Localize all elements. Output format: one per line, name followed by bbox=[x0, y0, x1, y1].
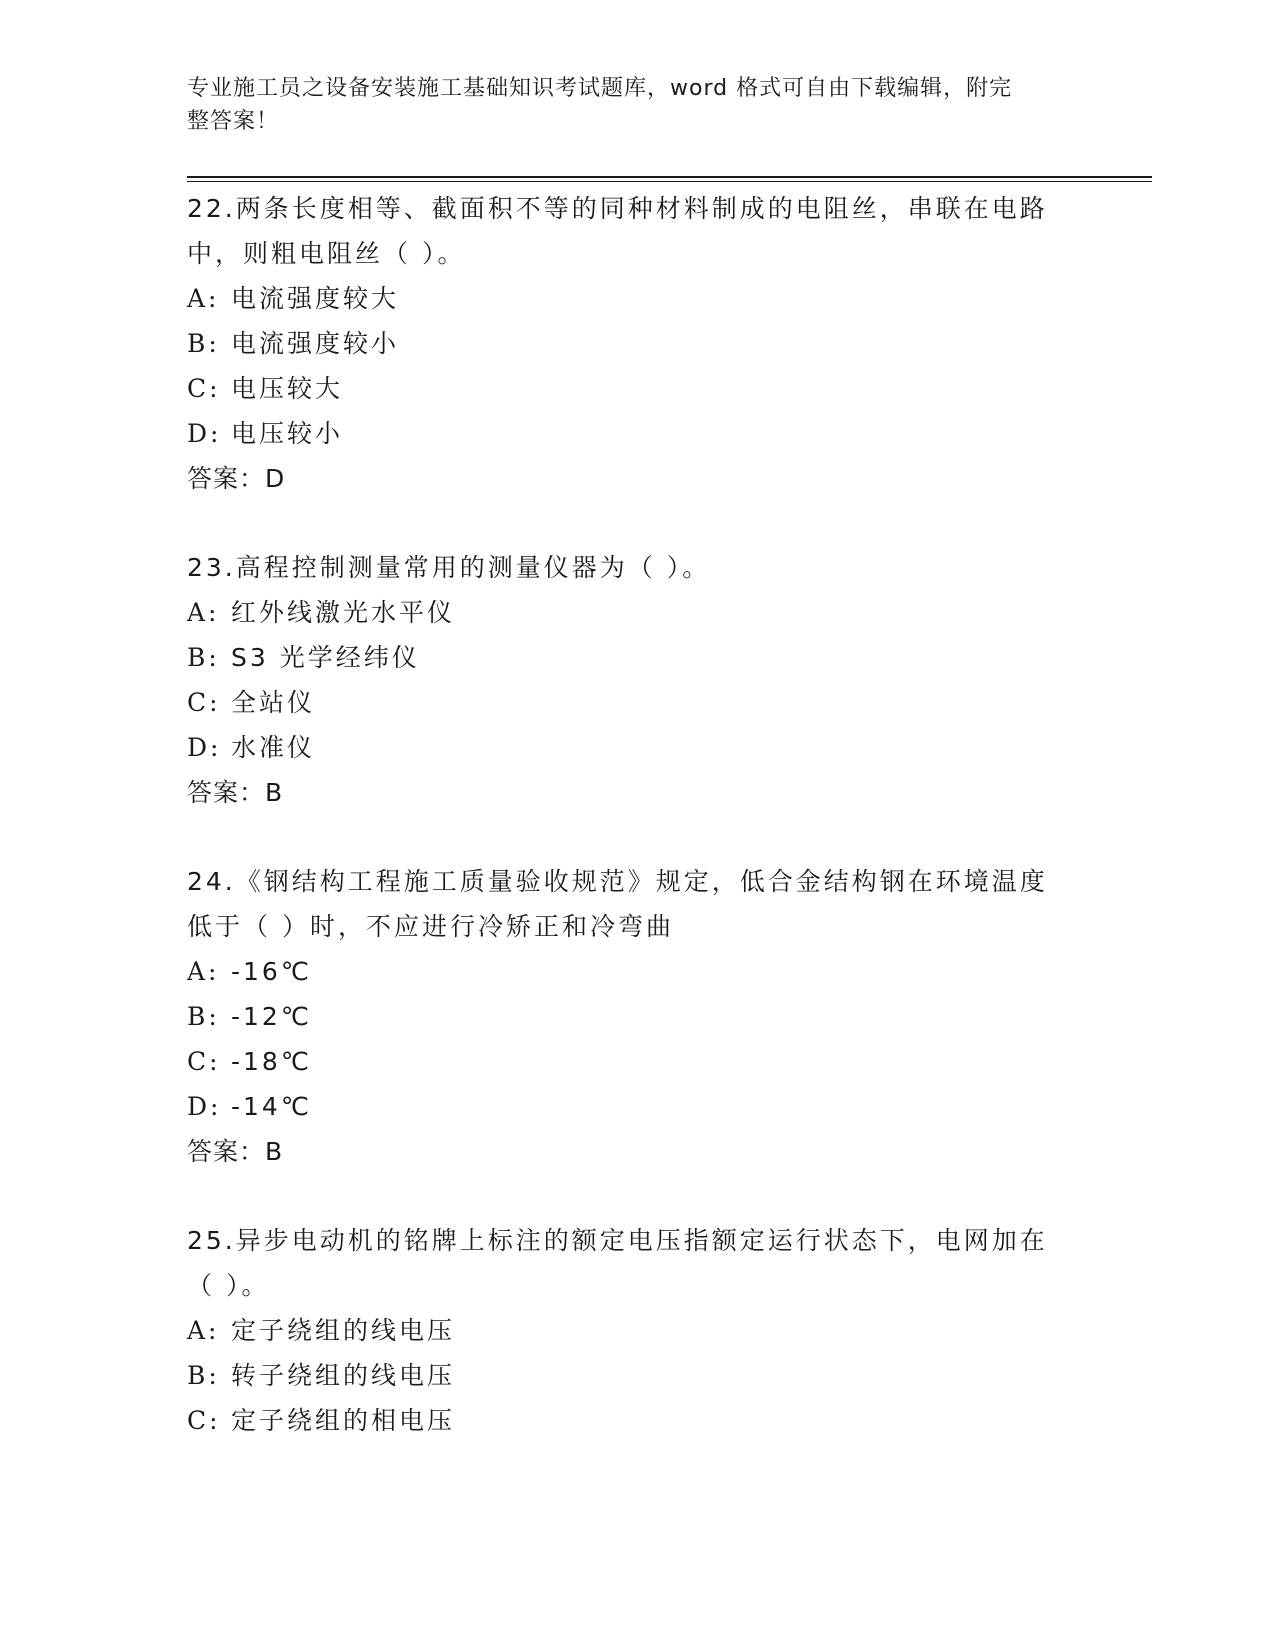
option-text: 电压较大 bbox=[231, 374, 344, 403]
option-text: 定子绕组的线电压 bbox=[231, 1316, 456, 1345]
option-text: 水准仪 bbox=[231, 733, 316, 762]
option-text: -12℃ bbox=[231, 1002, 312, 1031]
question-stem-continued: 中，则粗电阻丝（ ）。 bbox=[187, 239, 466, 268]
option-c bbox=[187, 680, 1087, 725]
option-key: D: bbox=[187, 1092, 222, 1121]
option-text: 红外线激光水平仪 bbox=[231, 598, 456, 627]
option-key: B: bbox=[187, 1002, 220, 1031]
option-text: -14℃ bbox=[231, 1092, 312, 1121]
option-key: B: bbox=[187, 643, 220, 672]
question-stem: 25.异步电动机的铭牌上标注的额定电压指额定运行状态下，电网加在 bbox=[187, 1226, 1048, 1255]
question-24 bbox=[187, 859, 1087, 1174]
option-a bbox=[187, 1308, 1087, 1353]
option-text: 电流强度较大 bbox=[231, 284, 400, 313]
option-c bbox=[187, 1398, 1087, 1443]
option-text: S3 光学经纬仪 bbox=[231, 643, 420, 672]
header-line-2: 整答案！ bbox=[187, 109, 280, 134]
option-key: A: bbox=[187, 1316, 220, 1345]
option-key: C: bbox=[187, 688, 221, 717]
option-key: B: bbox=[187, 1361, 220, 1390]
option-c bbox=[187, 366, 1087, 411]
option-d bbox=[187, 1084, 1087, 1129]
answer-line: 答案：B bbox=[187, 1137, 284, 1166]
question-22 bbox=[187, 186, 1087, 501]
question-23 bbox=[187, 545, 1087, 815]
option-key: D: bbox=[187, 419, 222, 448]
option-key: C: bbox=[187, 374, 221, 403]
option-text: -16℃ bbox=[231, 957, 312, 986]
option-b bbox=[187, 994, 1087, 1039]
option-key: D: bbox=[187, 733, 222, 762]
question-25 bbox=[187, 1218, 1087, 1443]
header-divider-thick bbox=[187, 176, 1152, 178]
option-text: 全站仪 bbox=[231, 688, 316, 717]
option-a bbox=[187, 949, 1087, 994]
option-a bbox=[187, 590, 1087, 635]
option-text: 电流强度较小 bbox=[231, 329, 400, 358]
option-key: A: bbox=[187, 957, 220, 986]
question-list bbox=[187, 186, 1087, 1487]
question-stem-continued: （ ）。 bbox=[187, 1271, 270, 1300]
option-c bbox=[187, 1039, 1087, 1084]
question-stem-continued: 低于（ ）时，不应进行冷矫正和冷弯曲 bbox=[187, 912, 674, 941]
option-a bbox=[187, 276, 1087, 321]
option-b bbox=[187, 321, 1087, 366]
question-stem: 23.高程控制测量常用的测量仪器为（ ）。 bbox=[187, 553, 711, 582]
option-text: 电压较小 bbox=[231, 419, 344, 448]
option-key: B: bbox=[187, 329, 220, 358]
option-key: A: bbox=[187, 598, 220, 627]
option-b bbox=[187, 635, 1087, 680]
option-text: -18℃ bbox=[231, 1047, 312, 1076]
option-key: C: bbox=[187, 1406, 221, 1435]
option-b bbox=[187, 1353, 1087, 1398]
option-d bbox=[187, 411, 1087, 456]
question-stem: 24.《钢结构工程施工质量验收规范》规定，低合金结构钢在环境温度 bbox=[187, 867, 1048, 896]
answer-line: 答案：B bbox=[187, 778, 284, 807]
document-header bbox=[187, 72, 1067, 138]
option-key: A: bbox=[187, 284, 220, 313]
header-line-1: 专业施工员之设备安装施工基础知识考试题库，word 格式可自由下载编辑，附完 bbox=[187, 76, 1013, 101]
option-d bbox=[187, 725, 1087, 770]
option-key: C: bbox=[187, 1047, 221, 1076]
option-text: 定子绕组的相电压 bbox=[231, 1406, 456, 1435]
answer-line: 答案：D bbox=[187, 464, 286, 493]
option-text: 转子绕组的线电压 bbox=[231, 1361, 456, 1390]
header-divider-thin bbox=[187, 181, 1152, 182]
question-stem: 22.两条长度相等、截面积不等的同种材料制成的电阻丝，串联在电路 bbox=[187, 194, 1048, 223]
